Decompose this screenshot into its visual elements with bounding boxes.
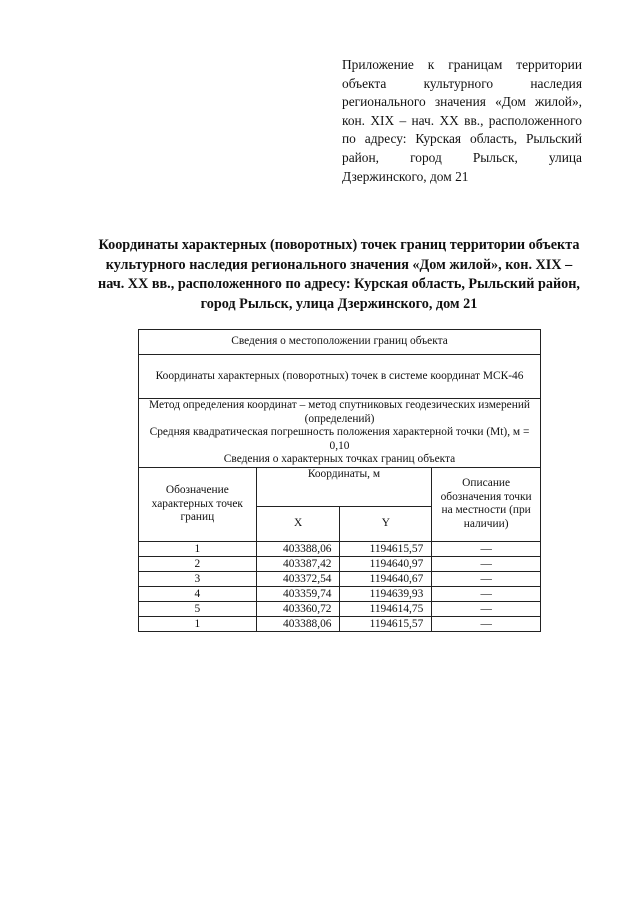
- point-cell: 1: [139, 616, 257, 631]
- table-info-row: [139, 330, 541, 355]
- x-cell: 403387,42: [256, 556, 340, 571]
- x-cell: 403360,72: [256, 601, 340, 616]
- table-header-row: [139, 467, 541, 506]
- desc-cell: —: [432, 541, 541, 556]
- col-x-header: X: [256, 506, 340, 541]
- x-cell: 403359,74: [256, 586, 340, 601]
- y-cell: 1194615,57: [340, 616, 432, 631]
- table-row: [139, 601, 541, 616]
- col-description-header: Описание обозначения точки на местности (при наличии): [432, 467, 541, 541]
- appendix-note: Приложение к границам территории объекта культурного наследия регионального значения «Дом жилой», кон. XIX – нач. XX вв., расположенного по адресу: Курская область, Рыльский район, город Рыльск, улица Дзержинского, дом 21: [342, 57, 582, 184]
- y-cell: 1194615,57: [340, 541, 432, 556]
- document-title: Координаты характерных (поворотных) точек границ территории объекта культурного наследия регионального значения «Дом жилой», кон. XIX – нач. XX вв., расположенного по адресу: Курская область, Рыльский район, город Рыльск, улица Дзержинского, дом 21: [98, 237, 580, 312]
- table-row: [139, 616, 541, 631]
- table-coord-system-row: [139, 355, 541, 399]
- desc-cell: —: [432, 601, 541, 616]
- coord-system-cell: Координаты характерных (поворотных) точек в системе координат МСК-46: [139, 355, 541, 399]
- x-cell: 403388,06: [256, 616, 340, 631]
- method-cell: [139, 399, 541, 468]
- x-cell: 403372,54: [256, 571, 340, 586]
- desc-cell: —: [432, 571, 541, 586]
- info-header-cell: Сведения о местоположении границ объекта: [139, 330, 541, 355]
- col-y-header: Y: [340, 506, 432, 541]
- accuracy-text: Средняя квадратическая погрешность положения характерной точки (Mt), м = 0,10: [149, 426, 530, 452]
- point-cell: 2: [139, 556, 257, 571]
- point-cell: 1: [139, 541, 257, 556]
- table-row: [139, 586, 541, 601]
- x-cell: 403388,06: [256, 541, 340, 556]
- table-method-row: [139, 399, 541, 468]
- table-row: [139, 571, 541, 586]
- points-header-text: Сведения о характерных точках границ объекта: [223, 453, 456, 466]
- y-cell: 1194640,67: [340, 571, 432, 586]
- table-row: [139, 541, 541, 556]
- table-row: [139, 556, 541, 571]
- coordinates-table: [138, 329, 541, 632]
- point-cell: 5: [139, 601, 257, 616]
- col-designation-header: Обозначение характерных точек границ: [139, 467, 257, 541]
- y-cell: 1194614,75: [340, 601, 432, 616]
- point-cell: 3: [139, 571, 257, 586]
- y-cell: 1194640,97: [340, 556, 432, 571]
- y-cell: 1194639,93: [340, 586, 432, 601]
- col-coords-header: Координаты, м: [256, 467, 432, 506]
- point-cell: 4: [139, 586, 257, 601]
- method-text: Метод определения координат – метод спутниковых геодезических измерений (определений): [148, 399, 531, 425]
- desc-cell: —: [432, 616, 541, 631]
- desc-cell: —: [432, 586, 541, 601]
- desc-cell: —: [432, 556, 541, 571]
